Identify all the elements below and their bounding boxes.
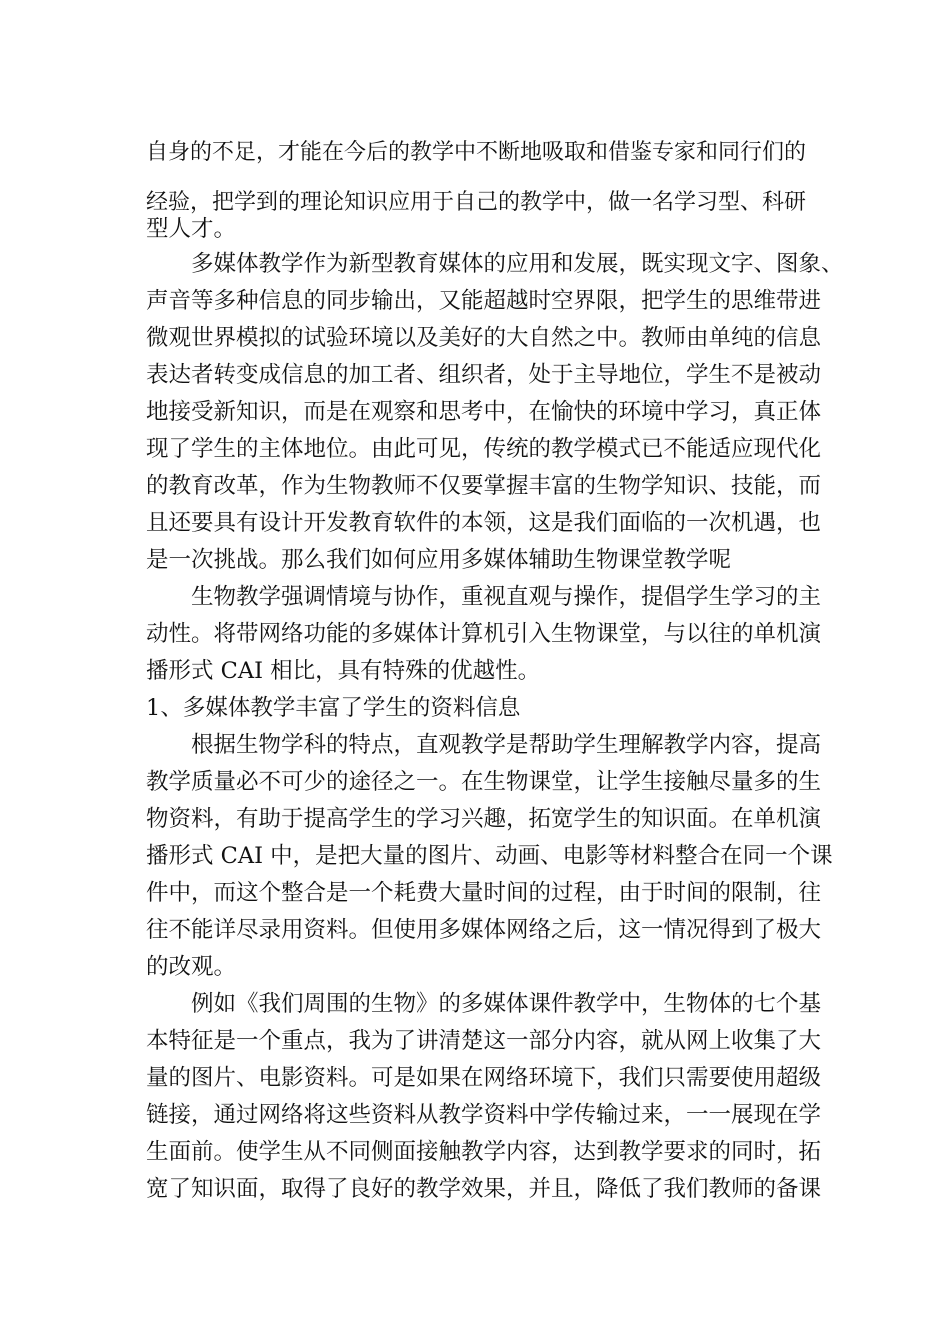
text-line: 件中，而这个整合是一个耗费大量时间的过程，由于时间的限制，往 bbox=[146, 880, 822, 906]
text-line: 是一次挑战。那么我们如何应用多媒体辅助生物课堂教学呢 bbox=[146, 547, 732, 573]
paragraph-start: 根据生物学科的特点，直观教学是帮助学生理解教学内容，提高 bbox=[191, 732, 822, 758]
text-line: 的教育改革，作为生物教师不仅要掌握丰富的生物学知识、技能，而 bbox=[146, 473, 822, 499]
text-line: 且还要具有设计开发教育软件的本领，这是我们面临的一次机遇，也 bbox=[146, 510, 822, 536]
text-line: 型人才。 bbox=[146, 216, 237, 242]
text-line: 宽了知识面，取得了良好的教学效果，并且，降低了我们教师的备课 bbox=[146, 1176, 822, 1202]
text-line: 量的图片、电影资料。可是如果在网络环境下，我们只需要使用超级 bbox=[146, 1065, 822, 1091]
text-line: 物资料，有助于提高学生的学习兴趣，拓宽学生的知识面。在单机演 bbox=[146, 806, 822, 832]
text-line: 表达者转变成信息的加工者、组织者，处于主导地位，学生不是被动 bbox=[146, 362, 822, 388]
text-line: 地接受新知识，而是在观察和思考中，在愉快的环境中学习，真正体 bbox=[146, 399, 822, 425]
text-line: 播形式 CAI 中，是把大量的图片、动画、电影等材料整合在同一个课 bbox=[146, 843, 833, 869]
text-line: 链接，通过网络将这些资料从教学资料中学传输过来，一一展现在学 bbox=[146, 1102, 822, 1128]
text-line: 微观世界模拟的试验环境以及美好的大自然之中。教师由单纯的信息 bbox=[146, 325, 822, 351]
text-line: 动性。将带网络功能的多媒体计算机引入生物课堂，与以往的单机演 bbox=[146, 621, 822, 647]
text-line: 往不能详尽录用资料。但使用多媒体网络之后，这一情况得到了极大 bbox=[146, 917, 822, 943]
section-heading: 1、多媒体教学丰富了学生的资料信息 bbox=[146, 695, 521, 721]
text-line: 的改观。 bbox=[146, 954, 237, 980]
text-line: 自身的不足，才能在今后的教学中不断地吸取和借鉴专家和同行们的 bbox=[146, 140, 807, 165]
text-line: 播形式 CAI 相比，具有特殊的优越性。 bbox=[146, 658, 541, 684]
text-line: 生面前。使学生从不同侧面接触教学内容，达到教学要求的同时，拓 bbox=[146, 1139, 822, 1165]
text-line: 教学质量必不可少的途径之一。在生物课堂，让学生接触尽量多的生 bbox=[146, 769, 822, 795]
paragraph-start: 例如《我们周围的生物》的多媒体课件教学中，生物体的七个基 bbox=[191, 991, 822, 1017]
paragraph-start: 多媒体教学作为新型教育媒体的应用和发展，既实现文字、图象、 bbox=[191, 251, 844, 277]
text-line: 声音等多种信息的同步输出，又能超越时空界限，把学生的思维带进 bbox=[146, 288, 822, 314]
text-line: 经验，把学到的理论知识应用于自己的教学中，做一名学习型、科研 bbox=[146, 190, 807, 215]
text-line: 本特征是一个重点，我为了讲清楚这一部分内容，就从网上收集了大 bbox=[146, 1028, 822, 1054]
text-line: 现了学生的主体地位。由此可见，传统的教学模式已不能适应现代化 bbox=[146, 436, 822, 462]
paragraph-start: 生物教学强调情境与协作，重视直观与操作，提倡学生学习的主 bbox=[191, 584, 822, 610]
